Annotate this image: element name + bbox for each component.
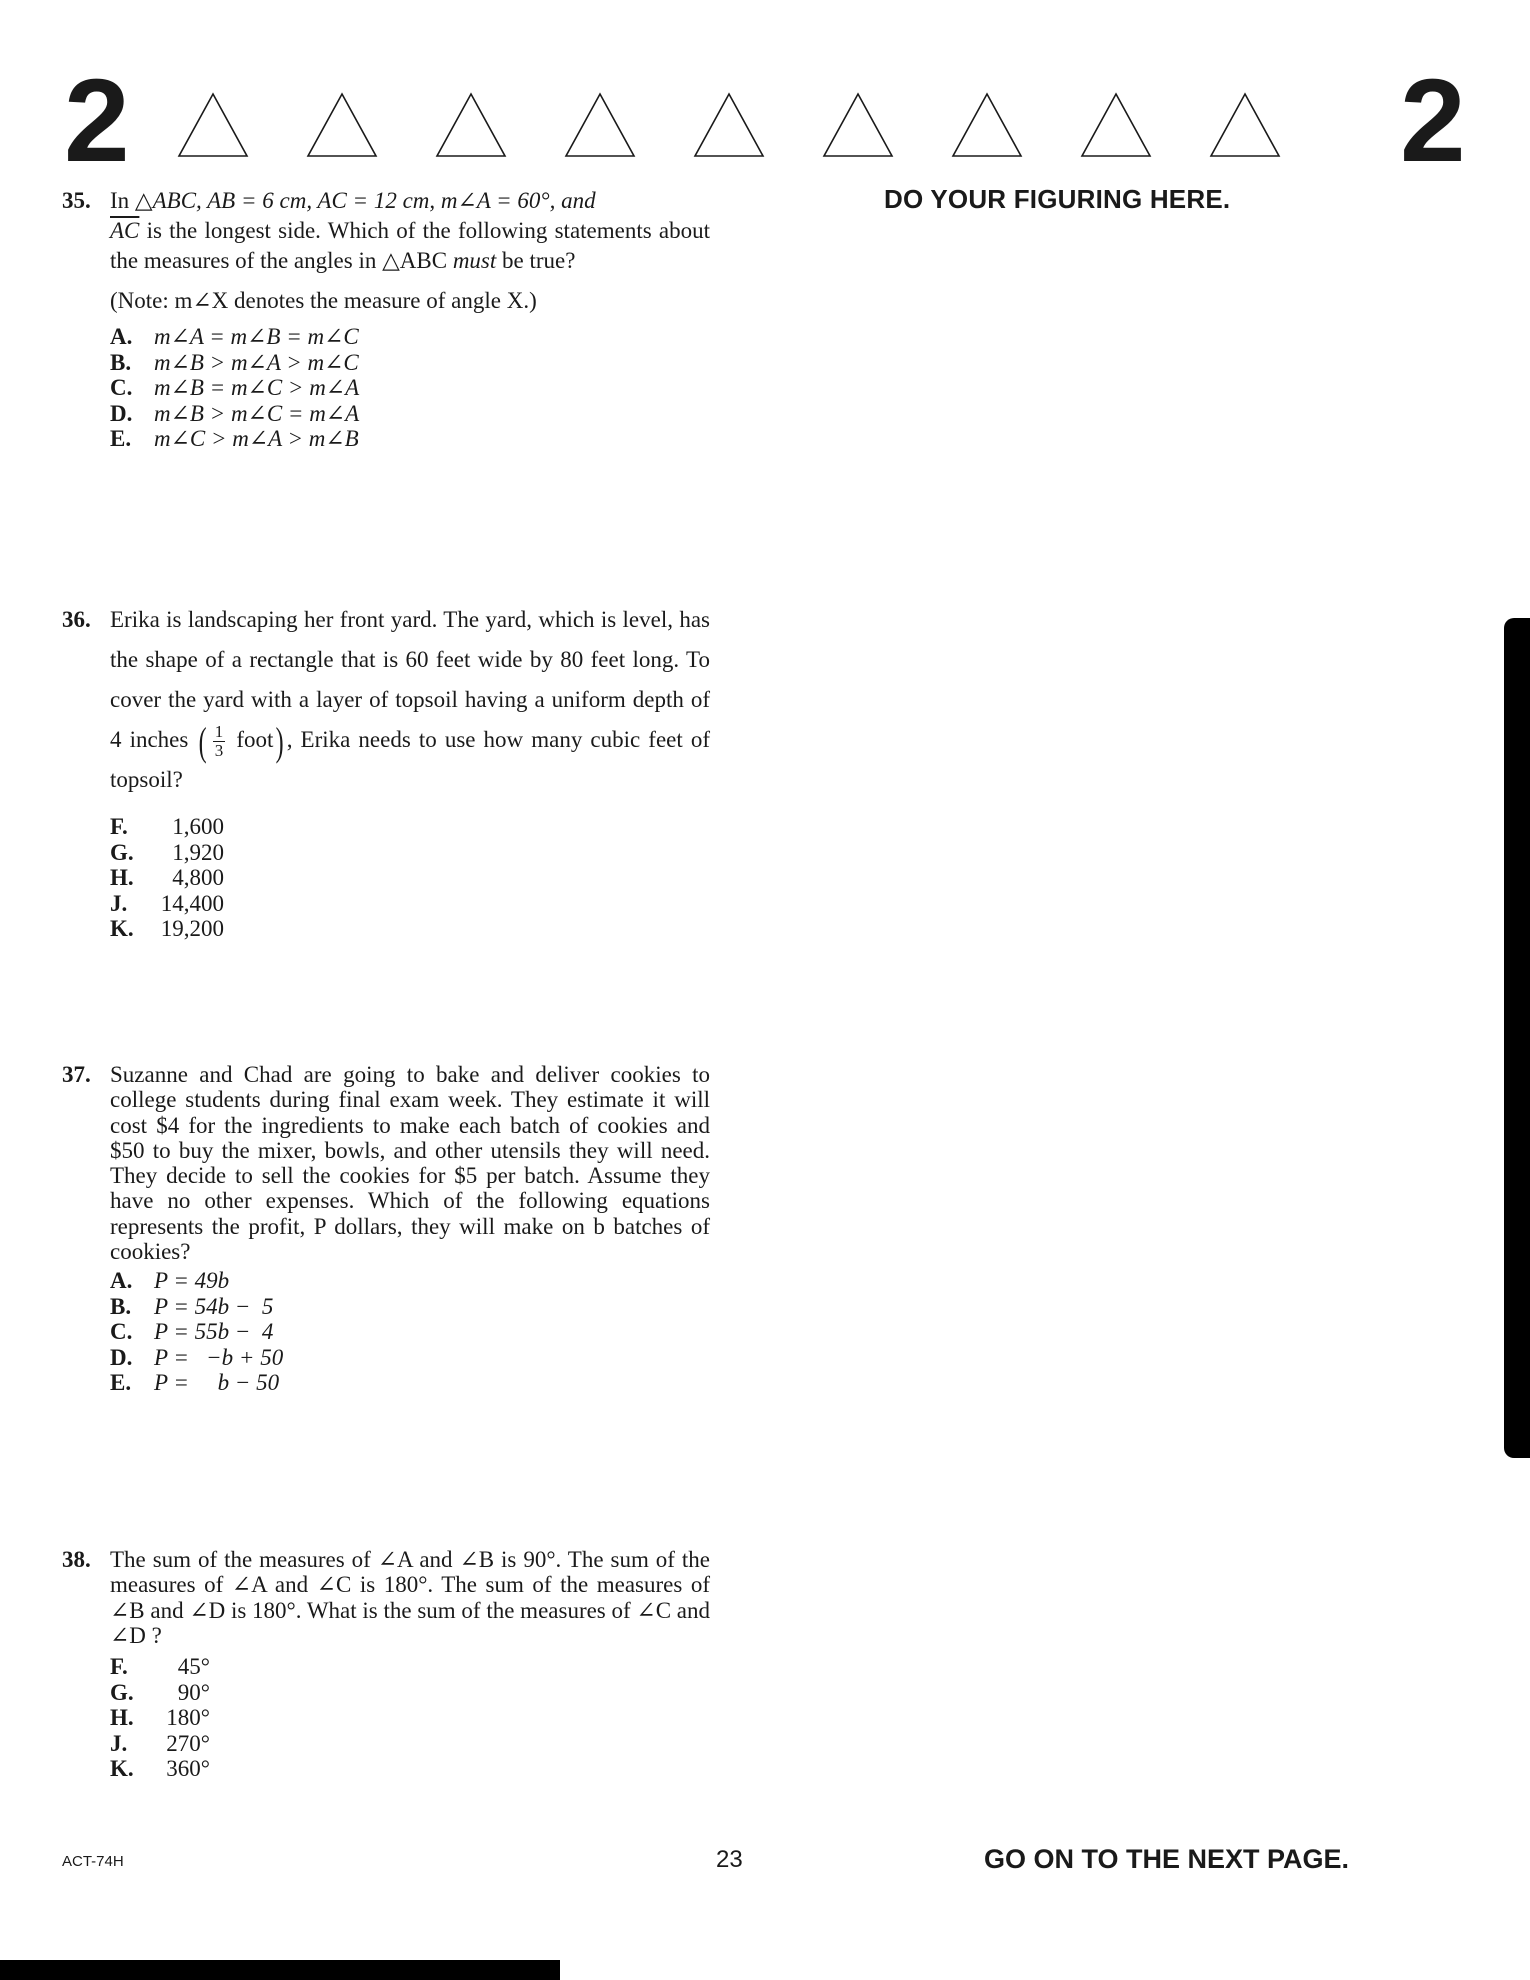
stem-text: Suzanne and Chad are going to bake and deliver cookies to college students during final exam week. They estimate it will cost $4 for the ingredients to make each batch of cookies and $50 to buy the mixer, bowls, and other utensils they will need. They decide to sell the cookies for $5 per batch. Assume they have no other expenses. Which of the following equations represents the profit, P dollars, they will make on b batches of cookies? <box>110 1062 710 1265</box>
question-stem <box>110 186 710 316</box>
choice-text: 1,920 <box>172 839 224 865</box>
choice-letter: D. <box>110 400 133 426</box>
choice-text: m∠B > m∠A > m∠C <box>154 349 359 375</box>
question-stem <box>110 1547 710 1648</box>
triangle-outline-icon <box>951 92 1023 158</box>
side-ac: $\overline{AC}$ <box>110 218 140 243</box>
question-38 <box>62 1547 710 1782</box>
page-number: 23 <box>716 1846 743 1873</box>
answer-choice[interactable] <box>110 1319 710 1345</box>
answer-choice[interactable] <box>110 1294 710 1320</box>
choice-letter: C. <box>110 1319 133 1345</box>
answer-choice[interactable] <box>110 1705 710 1731</box>
answer-choice[interactable] <box>110 350 710 376</box>
scan-edge-bar <box>1504 618 1530 1458</box>
answer-choice[interactable] <box>110 1756 710 1782</box>
section-number-right: 2 <box>1400 55 1466 187</box>
choice-letter: F. <box>110 814 128 840</box>
answer-choice[interactable] <box>110 840 710 866</box>
section-number-left: 2 <box>64 55 130 187</box>
choice-text: m∠C > m∠A > m∠B <box>154 426 359 451</box>
choice-letter: E. <box>110 1370 132 1396</box>
fraction-unit: foot <box>236 727 274 752</box>
choice-letter: D. <box>110 1344 133 1370</box>
question-number: 36. <box>62 607 91 632</box>
answer-choices <box>110 1654 710 1782</box>
choice-text: P = 55b − 4 <box>154 1319 274 1345</box>
answer-choices <box>110 814 710 942</box>
choice-letter: G. <box>110 839 134 865</box>
stem-before: Erika is landscaping her front yard. The yard, which is level, has the shape of a rectangle that is 60 feet wide by 80 feet long. To cover the yard with a layer of topsoil having a uniform depth of 4 inches <box>110 607 710 752</box>
answer-choice[interactable] <box>110 1268 710 1294</box>
triangle-outline-icon <box>1209 92 1281 158</box>
question-number: 35. <box>62 188 91 213</box>
choice-text: 19,200 <box>160 916 224 942</box>
answer-choices <box>110 324 710 452</box>
answer-choice[interactable] <box>110 1731 710 1757</box>
choice-letter: J. <box>110 890 128 916</box>
choice-letter: C. <box>110 375 133 400</box>
choice-text: 14,400 <box>160 890 224 916</box>
choice-text: 90° <box>177 1679 210 1705</box>
answer-choice[interactable] <box>110 324 710 350</box>
next-page-instruction: GO ON TO THE NEXT PAGE. <box>984 1844 1350 1874</box>
scan-bottom-bar <box>0 1960 560 1980</box>
choice-text: 45° <box>177 1654 210 1680</box>
stem-tail: is the longest side. Which of the following statements about the measures of the angles in △ABC <box>110 218 710 273</box>
choice-text: P = −b + 50 <box>154 1344 284 1370</box>
choice-text: m∠A = m∠B = m∠C <box>154 324 359 349</box>
answer-choice[interactable] <box>110 1345 710 1371</box>
choice-letter: A. <box>110 1268 133 1294</box>
choice-text: P = b − 50 <box>154 1370 280 1396</box>
triangle-outline-icon <box>564 92 636 158</box>
choice-letter: F. <box>110 1654 128 1680</box>
stem-after: , Erika needs to use how many cubic feet of topsoil? <box>110 727 710 793</box>
question-stem <box>110 1062 710 1264</box>
stem-end: be true? <box>496 248 576 273</box>
choice-letter: B. <box>110 349 132 375</box>
question-36 <box>62 600 710 942</box>
form-code: ACT-74H <box>62 1853 124 1870</box>
answer-choice[interactable] <box>110 1654 710 1680</box>
choice-text: 360° <box>166 1756 210 1782</box>
choice-letter: K. <box>110 1756 134 1782</box>
stem-prefix: In △ <box>110 188 153 213</box>
stem-text: The sum of the measures of ∠A and ∠B is 90°. The sum of the measures of ∠A and ∠C is 180°. The sum of the measures of ∠B and ∠D is 180°. What is the sum of the measures of ∠C and ∠D ? <box>110 1547 710 1648</box>
answer-choice[interactable] <box>110 865 710 891</box>
question-number: 38. <box>62 1547 91 1572</box>
figuring-label: DO YOUR FIGURING HERE. <box>884 184 1231 214</box>
choice-text: m∠B = m∠C > m∠A <box>154 375 360 400</box>
choice-letter: B. <box>110 1293 132 1319</box>
triangle-outline-icon <box>177 92 249 158</box>
answer-choice[interactable] <box>110 1370 710 1396</box>
stem-emphasis: must <box>452 248 497 273</box>
triangle-outline-icon <box>822 92 894 158</box>
question-37 <box>62 1062 710 1396</box>
choice-text: P = 49b <box>154 1268 230 1294</box>
triangle-outline-icon <box>693 92 765 158</box>
triangle-outline-icon <box>306 92 378 158</box>
triangle-outline-icon <box>435 92 507 158</box>
answer-choice[interactable] <box>110 916 710 942</box>
choice-text: m∠B > m∠C = m∠A <box>154 400 360 426</box>
stem-given: ABC, AB = 6 cm, AC = 12 cm, m∠A = 60°, and <box>152 188 596 213</box>
answer-choice[interactable] <box>110 426 710 452</box>
choice-text: P = 54b − 5 <box>154 1293 274 1319</box>
answer-choice[interactable] <box>110 1680 710 1706</box>
answer-choice[interactable] <box>110 375 710 401</box>
choice-text: 1,600 <box>172 814 224 840</box>
choice-letter: H. <box>110 1705 134 1731</box>
choice-letter: E. <box>110 426 132 451</box>
answer-choice[interactable] <box>110 401 710 427</box>
question-note: (Note: m∠X denotes the measure of angle X.) <box>110 288 537 313</box>
choice-letter: G. <box>110 1679 134 1705</box>
answer-choices <box>110 1268 710 1396</box>
question-35 <box>62 186 710 452</box>
choice-text: 4,800 <box>172 865 224 891</box>
choice-letter: K. <box>110 916 134 942</box>
choice-letter: A. <box>110 324 133 349</box>
triangle-outline-icon <box>1080 92 1152 158</box>
choice-text: 180° <box>166 1705 210 1731</box>
question-stem: Erika is landscaping her front yard. The yard, which is level, has the shape of a rectangle that is 60 feet wide by 80 feet long. To cover the yard with a layer of topsoil having a uniform depth of 4 inches ( $\frac{1}{3}$ foot) , Erika needs to use how many cubic feet of topsoil? <box>110 607 710 793</box>
answer-choice[interactable] <box>110 891 710 917</box>
question-number: 37. <box>62 1062 91 1087</box>
fraction-one-third: $\frac{1}{3}$ <box>214 722 224 761</box>
choice-letter: J. <box>110 1730 128 1756</box>
choice-text: 270° <box>166 1730 210 1756</box>
answer-choice[interactable] <box>110 814 710 840</box>
choice-letter: H. <box>110 865 134 891</box>
